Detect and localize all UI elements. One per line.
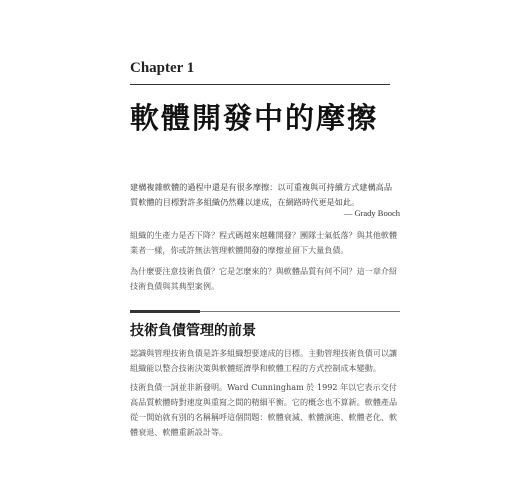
- section-paragraph: 技術負債一詞並非新發明。Ward Cunningham 於 1992 年以它表示交付高品質軟體時對速度與重寫之間的精細平衡。它的概念也不算新。軟體產品從一開始就有別的名稱稱呼這個問題：軟體衰減、軟體演進、軟體老化、軟體衰退、軟體重新設計等。: [130, 382, 398, 437]
- chapter-label: Chapter 1: [130, 60, 195, 76]
- section-paragraph: 認識與管理技術負債是許多組織想要達成的目標。主動管理技術負債可以讓組織能以整合技術決策與軟體經濟學和軟體工程的方式控制成本變動。: [130, 348, 398, 373]
- chapter-divider: [130, 84, 390, 85]
- section-divider-thick: [130, 310, 200, 313]
- section-divider-thin: [200, 311, 400, 312]
- section-heading: 技術負債管理的前景: [130, 323, 256, 339]
- chapter-title: 軟體開發中的摩擦: [130, 101, 379, 135]
- body-paragraph: 為什麼要注意技術負債？它是怎麼來的？與軟體品質有何不同？這一章介紹技術負債與其典型案例。: [130, 266, 398, 291]
- body-paragraph: 組織的生產力是否下降？程式碼越來越難開發？團隊士氣低落？與其他軟體業者一樣，你或許無法管理軟體開發的摩擦並留下大量負債。: [130, 230, 398, 255]
- epigraph-quote: 建構複雜軟體的過程中還是有很多摩擦：以可重複與可持續方式建構高品質軟體的目標對許多組織仍然難以達成，在網路時代更是如此。: [130, 182, 393, 207]
- epigraph-author: — Grady Booch: [343, 208, 400, 218]
